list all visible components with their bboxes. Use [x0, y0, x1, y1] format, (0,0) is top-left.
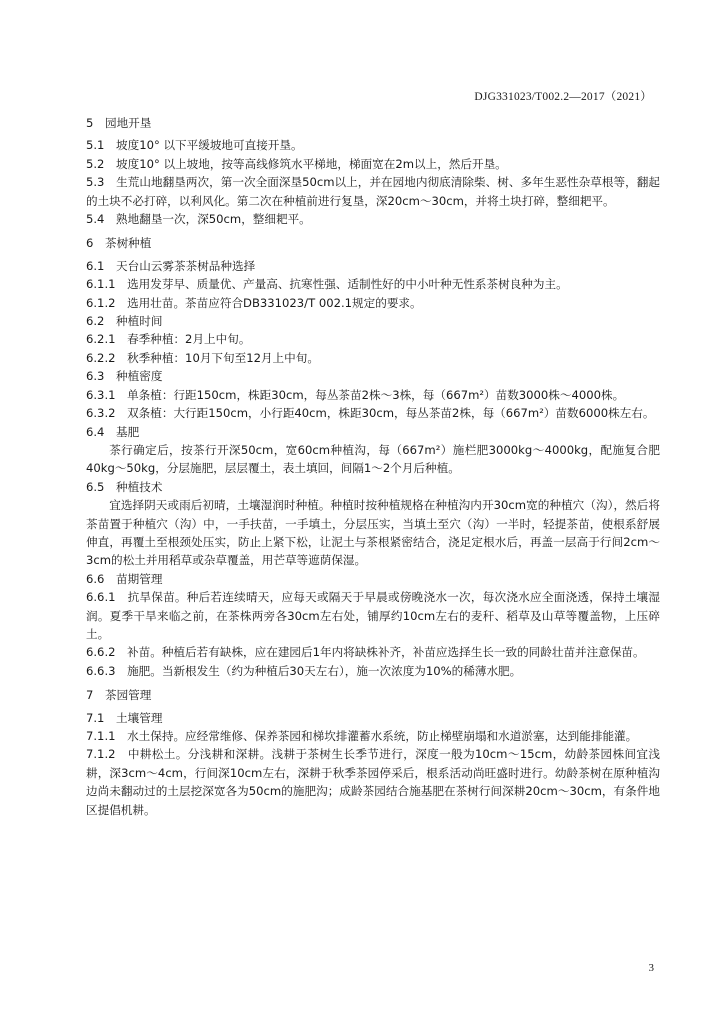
clause: 6.2.1 春季种植：2月上中旬。: [86, 332, 251, 347]
clause: 6.3 种植密度: [86, 369, 163, 384]
section-heading: 6 茶树种植: [86, 236, 152, 251]
clause: 6.3.2 双条植：大行距150cm，小行距40cm，株距30cm，每丛茶苗2株，每（667m²）苗数6000株左右。: [86, 406, 655, 421]
clause: 6.5 种植技术: [86, 479, 163, 494]
clause: 7.1.1 水土保持。应经常维修、保养茶园和梯坎排灌蓄水系统，防止梯壁崩塌和水道淤塞，达到能排能灌。: [86, 729, 638, 743]
clause: 6.6.1 抗旱保苗。种后若连续晴天，应每天或隔天于早晨或傍晚浇水一次，每次浇水应全面浇透，保持土壤湿润。夏季干旱来临之前，在茶株两旁各30cm左右处，铺厚约10cm左右的麦秆、稻草及山草等覆盖物，上压碎土。: [86, 590, 660, 641]
clause: 6.6.3 施肥。当新根发生（约为种植后30天左右），施一次浓度为10%的稀薄水肥。: [86, 663, 522, 678]
clause: 7.1.2 中耕松土。分浅耕和深耕。浅耕于茶树生长季节进行，深度一般为10cm～15cm，幼龄茶园株间宜浅耕，深3cm～4cm，行间深10cm左右，深耕于秋季茶园停采后，根系活动尚旺盛时进行。幼龄茶树在原种植沟边尚未翻动过的土层挖深宽各为50cm的施肥沟；成龄茶园结合施基肥在茶树行间深耕20cm～30cm，有条件地区提倡机耕。: [86, 747, 661, 817]
section-heading: 5 园地开垦: [86, 116, 152, 130]
clause: 6.3.1 单条植：行距150cm，株距30cm，每丛茶苗2株～3株，每（667m²）苗数3000株～4000株。: [86, 387, 625, 402]
clause: 6.2 种植时间: [86, 314, 163, 329]
body-paragraph: 茶行确定后，按茶行开深50cm，宽60cm种植沟，每（667m²）施栏肥3000kg～4000kg，配施复合肥40kg～50kg，分层施肥，层层覆土，表土填回，间隔1～2个月后种植。: [86, 442, 660, 476]
clause: 6.4 基肥: [86, 424, 140, 439]
clause: 5.1 坡度10° 以下平缓坡地可直接开垦。: [86, 138, 303, 153]
clause: 6.2.2 秋季种植：10月下旬至12月上中旬。: [86, 350, 319, 365]
clause: 5.4 熟地翻垦一次，深50cm，整细耙平。: [86, 212, 311, 227]
section-heading: 7 茶园管理: [86, 688, 152, 703]
standard-code-header: DJG331023/T002.2—2017（2021）: [474, 91, 652, 103]
clause: 6.1 天台山云雾茶茶树品种选择: [86, 258, 256, 273]
body-paragraph: 宜选择阴天或雨后初晴，土壤湿润时种植。种植时按种植规格在种植沟内开30cm宽的种植穴（沟），然后将茶苗置于种植穴（沟）中，一手扶苗，一手填土，分层压实，当填土至穴（沟）一半时，轻提茶苗，使根系舒展伸直，再覆土至根颈处压实，防止上紧下松，让泥土与茶根紧密结合，浇足定根水后，再盖一层高于行间2cm～3cm的松土并用稻草或杂草覆盖，用芒草等遮荫保湿。: [86, 498, 660, 568]
page-number: 3: [648, 962, 654, 974]
clause: 5.3 生荒山地翻垦两次，第一次全面深垦50cm以上，并在园地内彻底清除柴、树、多年生恶性杂草根等，翻起的土块不必打碎，以利风化。第二次在种植前进行复垦，深20cm～30cm，并将土块打碎，整细耙平。: [86, 175, 660, 208]
clause: 6.6 苗期管理: [86, 571, 163, 586]
clause: 7.1 土壤管理: [86, 710, 163, 725]
clause: 6.1.1 选用发芽早、质量优、产量高、抗寒性强、适制性好的中小叶种无性系茶树良种为主。: [86, 277, 568, 292]
document-body: [86, 108, 660, 819]
clause: 5.2 坡度10° 以上坡地，按等高线修筑水平梯地，梯面宽在2m以上，然后开垦。: [86, 156, 507, 171]
clause: 6.6.2 补苗。种植后若有缺株，应在建园后1年内将缺株补齐，补苗应选择生长一致的同龄壮苗并注意保苗。: [86, 645, 645, 660]
clause: 6.1.2 选用壮苗。茶苗应符合DB331023/T 002.1规定的要求。: [86, 295, 422, 310]
